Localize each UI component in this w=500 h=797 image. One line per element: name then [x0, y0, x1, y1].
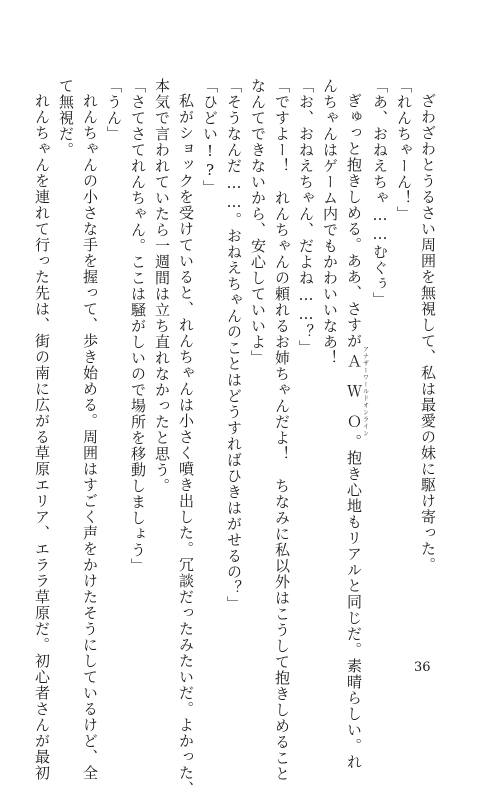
- ruby-annotation: ＡＷＯアナザーワールドオンライン: [345, 346, 369, 437]
- text-line: ぎゅっと抱きしめる。ああ、さすがＡＷＯアナザーワールドオンライン。抱き心地もリアルと同じだ。素晴らしい。れ: [345, 93, 369, 770]
- text-line: 本気で言われていたら一週間は立ち直れなかったと思う。: [153, 78, 171, 494]
- text-line: て無視だ。: [57, 78, 75, 158]
- page-number: 36: [414, 660, 431, 675]
- text-line: んちゃんはゲーム内でもかわいいなあ！: [321, 78, 339, 366]
- text-line: 「あ、おねえちゃ……むぐぅ」: [371, 78, 389, 308]
- text-line: なんてできないから、安心していいよ」: [249, 78, 267, 366]
- text-line: 「お、おねえちゃん、だよね……？」: [297, 78, 315, 356]
- text-line: 「ひどい!?」: [201, 78, 219, 196]
- text-line: 「うん」: [105, 78, 123, 142]
- text-line: れんちゃんを連れて行った先は、街の南に広がる草原エリア、エララ草原だ。初心者さんが最初: [33, 93, 51, 781]
- text-line: 私がショックを受けていると、れんちゃんは小さく噴き出した。冗談だったみたいだ。よかった、: [177, 93, 195, 797]
- text-line: 「さてさてれんちゃん。ここは騒がしいので場所を移動しましょう」: [129, 78, 147, 574]
- text-line: れんちゃんの小さな手を握って、歩き始める。周囲はすごく声をかけたそうにしているけど、全: [81, 93, 99, 781]
- text-line: 「ですよー！ れんちゃんの頼れるお姉ちゃんだよ！ ちなみに私以外はこうして抱きしめること: [273, 78, 291, 782]
- text-line: 「そうなんだ……。おねえちゃんのことはどうすればひきはがせるの？」: [225, 78, 243, 612]
- ruby-text: アナザーワールドオンライン: [361, 346, 369, 437]
- text-line: 「れんちゃーん！」: [395, 78, 413, 222]
- text-line: ざわざわとうるさい周囲を無視して、私は最愛の妹に駆け寄った。: [419, 93, 437, 573]
